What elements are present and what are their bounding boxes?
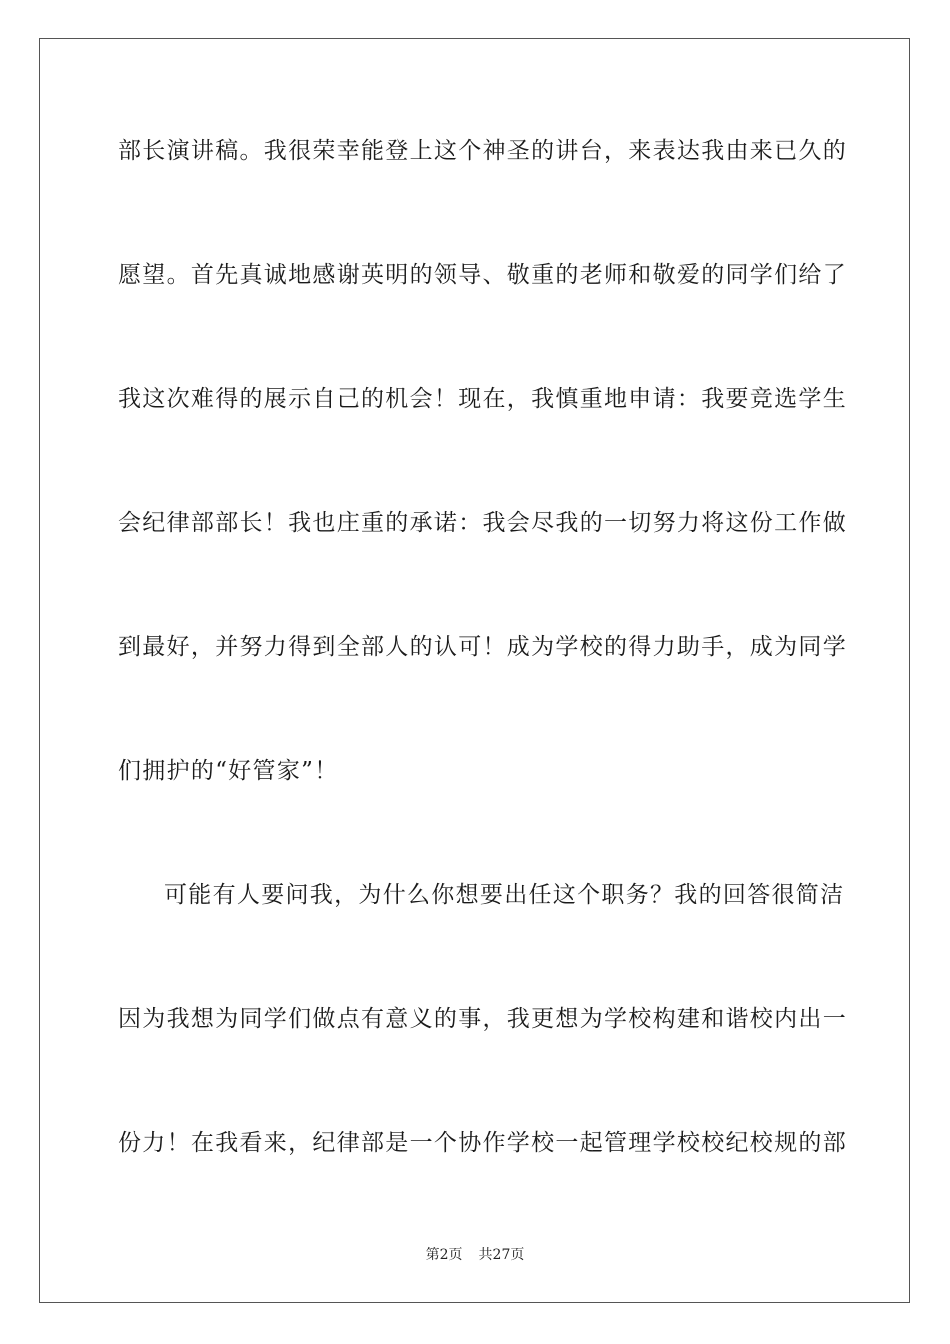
current-page-label: 第2页 xyxy=(425,1247,463,1263)
page-footer xyxy=(0,1246,950,1264)
paragraph-line: 们拥护的“好管家”！ xyxy=(118,758,339,784)
page-border xyxy=(39,38,910,1303)
paragraph-line: 部长演讲稿。我很荣幸能登上这个神圣的讲台，来表达我由来已久的 xyxy=(118,138,847,164)
paragraph-line: 到最好，并努力得到全部人的认可！成为学校的得力助手，成为同学 xyxy=(118,634,847,660)
paragraph-line: 愿望。首先真诚地感谢英明的领导、敬重的老师和敬爱的同学们给了 xyxy=(118,262,847,288)
paragraph-line-indented: 可能有人要问我，为什么你想要出任这个职务？我的回答很简洁 xyxy=(164,882,845,908)
paragraph-line: 会纪律部部长！我也庄重的承诺：我会尽我的一切努力将这份工作做 xyxy=(118,510,847,536)
total-pages-label: 共27页 xyxy=(478,1247,525,1263)
paragraph-line: 因为我想为同学们做点有意义的事，我更想为学校构建和谐校内出一 xyxy=(118,1006,847,1032)
paragraph-line: 份力！在我看来，纪律部是一个协作学校一起管理学校校纪校规的部 xyxy=(118,1130,847,1156)
paragraph-line: 我这次难得的展示自己的机会！现在，我慎重地申请：我要竞选学生 xyxy=(118,386,847,412)
